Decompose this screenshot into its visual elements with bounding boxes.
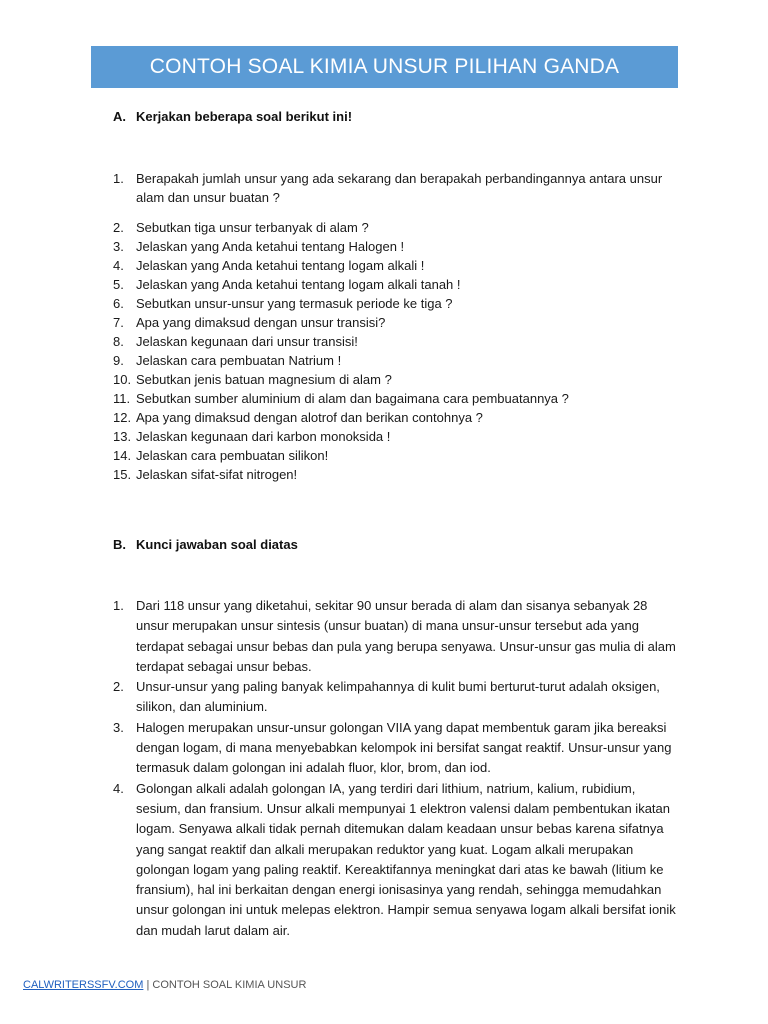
item-text: Apa yang dimaksud dengan unsur transisi? bbox=[136, 315, 386, 330]
item-text: Unsur-unsur yang paling banyak kelimpahannya di kulit bumi berturut-turut adalah oksigen, silikon, dan aluminium. bbox=[136, 679, 660, 715]
item-text: Jelaskan cara pembuatan silikon! bbox=[136, 448, 329, 463]
item-text: Jelaskan yang Anda ketahui tentang logam alkali tanah ! bbox=[136, 277, 461, 292]
item-text: Golongan alkali adalah golongan IA, yang terdiri dari lithium, natrium, kalium, rubidium, sesium, dan fransium. Unsur alkali mempunyai 1 elektron valensi dalam pembentukan ikatan logam. Senyawa alkali tidak pernah ditemukan dalam keadaan unsur bebas karena sifatnya yang sangat reaktif dan alkali merupakan reduktor yang kuat. Logam alkali merupakan golongan logam yang paling reaktif. Kereaktifannya meningkat dari atas ke bawah (litium ke fransium), hal ini berkaitan dengan energi ionisasinya yang rendah, sehingga memudahkan unsur golongan ini untuk melepas elektron. Hampir semua senyawa logam alkali bersifat ionik dan mudah larut dalam air. bbox=[136, 780, 676, 938]
item-number: 15. bbox=[113, 467, 132, 482]
list-item bbox=[113, 446, 683, 465]
item-number: 3. bbox=[113, 239, 124, 254]
item-number: 11. bbox=[113, 391, 131, 406]
list-item bbox=[113, 427, 683, 446]
item-text: Sebutkan sumber aluminium di alam dan bagaimana cara pembuatannya ? bbox=[136, 391, 569, 406]
list-item bbox=[113, 596, 678, 677]
item-number: 9. bbox=[113, 353, 124, 368]
item-number: 1. bbox=[113, 171, 124, 186]
list-item bbox=[113, 351, 683, 370]
item-text: Berapakah jumlah unsur yang ada sekarang dan berapakah perbandingannya antara unsur alam dan unsur buatan ? bbox=[136, 171, 663, 205]
item-number: 7. bbox=[113, 315, 124, 330]
item-text: Jelaskan kegunaan dari karbon monoksida ! bbox=[136, 429, 391, 444]
item-text: Sebutkan unsur-unsur yang termasuk periode ke tiga ? bbox=[136, 296, 453, 311]
section-b-letter: B. bbox=[113, 537, 126, 552]
section-b-title: Kunci jawaban soal diatas bbox=[136, 537, 298, 552]
list-item bbox=[113, 313, 683, 332]
list-item bbox=[113, 218, 683, 237]
item-number: 12. bbox=[113, 410, 132, 425]
list-item bbox=[113, 370, 683, 389]
question-list bbox=[113, 169, 683, 484]
list-item bbox=[113, 169, 683, 207]
footer-separator: | bbox=[143, 979, 153, 991]
item-number: 5. bbox=[113, 277, 124, 292]
list-item bbox=[113, 294, 683, 313]
item-text: Jelaskan yang Anda ketahui tentang logam alkali ! bbox=[136, 258, 425, 273]
document-title: CONTOH SOAL KIMIA UNSUR PILIHAN GANDA bbox=[149, 55, 620, 78]
list-item bbox=[113, 332, 683, 351]
item-text: Sebutkan jenis batuan magnesium di alam ? bbox=[136, 372, 392, 387]
item-number: 8. bbox=[113, 334, 124, 349]
item-text: Jelaskan kegunaan dari unsur transisi! bbox=[136, 334, 358, 349]
item-number: 4. bbox=[113, 780, 124, 796]
answer-list bbox=[113, 596, 678, 941]
list-item bbox=[113, 237, 683, 256]
document-title-bar bbox=[91, 46, 678, 88]
list-item bbox=[113, 677, 678, 718]
list-item bbox=[113, 408, 683, 427]
item-number: 2. bbox=[113, 220, 124, 235]
item-text: Sebutkan tiga unsur terbanyak di alam ? bbox=[136, 220, 369, 235]
item-number: 14. bbox=[113, 448, 132, 463]
item-number: 1. bbox=[113, 598, 124, 613]
list-item bbox=[113, 389, 683, 408]
item-number: 10. bbox=[113, 372, 132, 387]
item-number: 4. bbox=[113, 258, 124, 273]
item-text: Dari 118 unsur yang diketahui, sekitar 90 unsur berada di alam dan sisanya sebanyak 28 unsur merupakan unsur sintesis (unsur buatan) di mana unsur-unsur tersebut ada yang terdapat sebagai unsur bebas dan pula yang berupa senyawa. Unsur-unsur gas mulia di alam terdapat sebagai unsur bebas. bbox=[136, 598, 676, 674]
section-b-heading bbox=[113, 537, 298, 552]
section-a-letter: A. bbox=[113, 109, 126, 124]
section-a-title: Kerjakan beberapa soal berikut ini! bbox=[136, 109, 353, 124]
list-item bbox=[113, 718, 678, 779]
footer-site-link[interactable]: CALWRITERSSFV.COM bbox=[23, 979, 144, 991]
item-number: 13. bbox=[113, 429, 132, 444]
item-text: Jelaskan sifat-sifat nitrogen! bbox=[136, 467, 298, 482]
item-number: 2. bbox=[113, 679, 124, 695]
item-text: Jelaskan cara pembuatan Natrium ! bbox=[136, 353, 342, 368]
list-item bbox=[113, 275, 683, 294]
list-item bbox=[113, 256, 683, 275]
footer-text: CONTOH SOAL KIMIA UNSUR bbox=[152, 979, 307, 991]
item-text: Apa yang dimaksud dengan alotrof dan berikan contohnya ? bbox=[136, 410, 483, 425]
item-number: 3. bbox=[113, 719, 124, 735]
page-footer bbox=[23, 979, 306, 991]
list-item bbox=[113, 465, 683, 484]
item-number: 6. bbox=[113, 296, 124, 311]
item-text: Jelaskan yang Anda ketahui tentang Halogen ! bbox=[136, 239, 405, 254]
item-text: Halogen merupakan unsur-unsur golongan VIIA yang dapat membentuk garam jika bereaksi dengan logam, di mana menyebabkan kelompok ini bersifat sangat reaktif. Unsur-unsur yang termasuk dalam golongan ini adalah fluor, klor, brom, dan iod. bbox=[136, 719, 672, 776]
section-a-heading bbox=[113, 109, 352, 124]
list-item bbox=[113, 779, 678, 941]
